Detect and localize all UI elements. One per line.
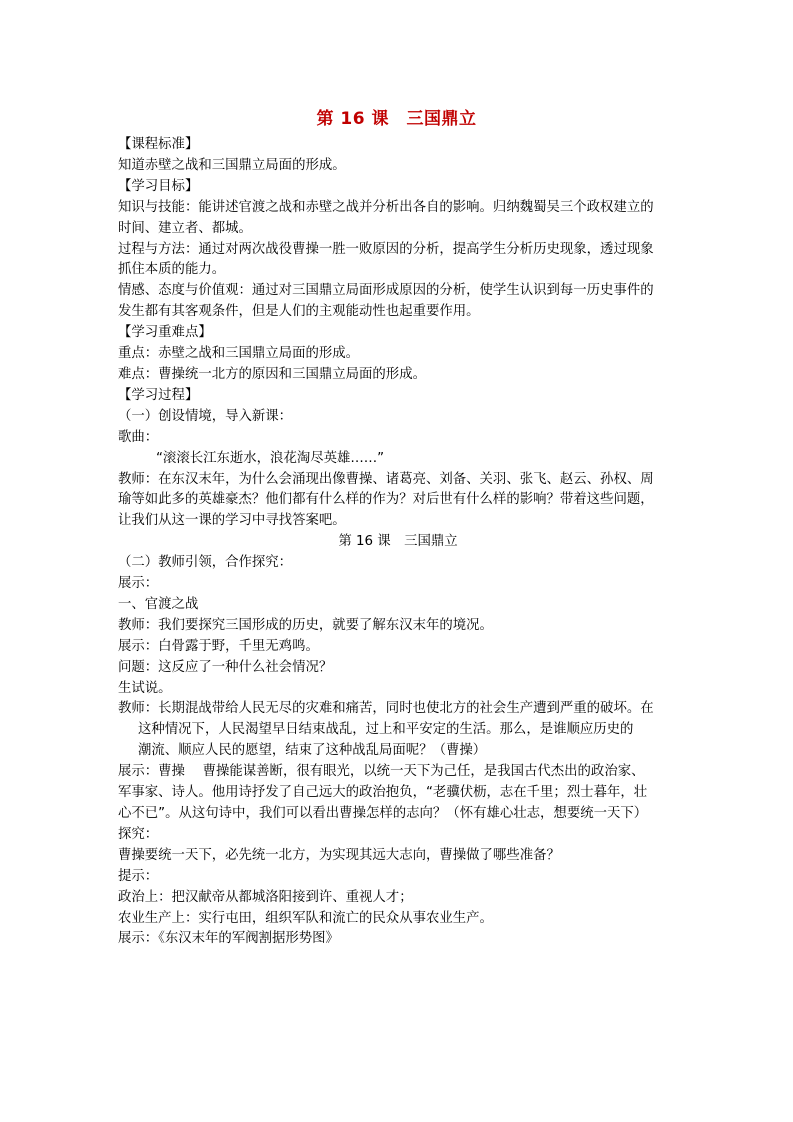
text-line: 过程与方法：通过对两次战役曹操一胜一败原因的分析，提高学生分析历史现象，透过现象 bbox=[118, 241, 654, 257]
song-quote: “滚滚长江东逝水，浪花淘尽英雄……” bbox=[156, 450, 385, 466]
text-line: 重点：赤壁之战和三国鼎立局面的形成。 bbox=[118, 346, 360, 362]
text-line: （二）教师引领，合作探究： bbox=[118, 555, 293, 571]
text-line: 教师：我们要探究三国形成的历史，就要了解东汉末年的境况。 bbox=[118, 617, 493, 633]
text-line: 曹操要统一天下，必先统一北方，为实现其远大志向，曹操做了哪些准备？ bbox=[118, 847, 560, 863]
text-line: 发生都有其客观条件，但是人们的主观能动性也起重要作用。 bbox=[118, 304, 480, 320]
text-line: 瑜等如此多的英雄豪杰？他们都有什么样的作为？对后世有什么样的影响？带着这些问题， bbox=[118, 492, 654, 508]
text-line: 时间、建立者、都城。 bbox=[118, 220, 252, 236]
text-line: 抓住本质的能力。 bbox=[118, 262, 226, 278]
heading-key-points: 【学习重难点】 bbox=[118, 325, 212, 341]
text-line: 潮流、顺应人民的愿望，结束了这种战乱局面呢？（曹操） bbox=[138, 743, 487, 759]
lesson-subtitle: 第 16 课 三国鼎立 bbox=[338, 534, 458, 550]
text-line: 心不已”。从这句诗中，我们可以看出曹操怎样的志向？（怀有雄心壮志，想要统一天下） bbox=[118, 806, 648, 821]
text-line: （一）创设情境，导入新课： bbox=[118, 408, 293, 424]
text-line: 难点：曹操统一北方的原因和三国鼎立局面的形成。 bbox=[118, 366, 426, 382]
text-line: 让我们从这一课的学习中寻找答案吧。 bbox=[118, 513, 346, 529]
document-body bbox=[118, 135, 678, 950]
text-line: 展示： bbox=[118, 576, 159, 592]
heading-course-standard: 【课程标准】 bbox=[118, 137, 199, 152]
text-line: 问题：这反应了一种什么社会情况？ bbox=[118, 659, 333, 675]
text-line: 探究： bbox=[118, 826, 159, 842]
lesson-title: 第 16 课 三国鼎立 bbox=[316, 109, 477, 129]
text-line: 政治上：把汉献帝从都城洛阳接到许、重视人才； bbox=[118, 889, 413, 905]
section-heading: 一、官渡之战 bbox=[118, 596, 199, 612]
heading-learning-goals: 【学习目标】 bbox=[118, 178, 199, 194]
text-line: 军事家、诗人。他用诗抒发了自己远大的政治抱负，“老骥伏枥，志在千里；烈士暮年，壮 bbox=[118, 785, 648, 801]
text-line: 这种情况下，人民渴望早日结束战乱，过上和平安定的生活。那么，是谁顺应历史的 bbox=[138, 722, 634, 738]
text-line: 教师：在东汉末年，为什么会涌现出像曹操、诸葛亮、刘备、关羽、张飞、赵云、孙权、周 bbox=[118, 471, 654, 487]
text-line: 知识与技能：能讲述官渡之战和赤壁之战并分析出各自的影响。归纳魏蜀吴三个政权建立的 bbox=[118, 199, 654, 215]
text-line: 教师：长期混战带给人民无尽的灾难和痛苦，同时也使北方的社会生产遭到严重的破坏。在 bbox=[118, 701, 654, 717]
text-line: 生试说。 bbox=[118, 680, 172, 696]
text-line: 提示： bbox=[118, 868, 159, 884]
text-line: 展示：白骨露于野，千里无鸡鸣。 bbox=[118, 638, 319, 654]
heading-learning-process: 【学习过程】 bbox=[118, 387, 199, 403]
text-line: 展示：曹操 曹操能谋善断，很有眼光，以统一天下为己任，是我国古代杰出的政治家、 bbox=[118, 764, 645, 780]
text-line: 歌曲： bbox=[118, 429, 159, 445]
text-line: 知道赤壁之战和三国鼎立局面的形成。 bbox=[118, 157, 346, 173]
text-line: 情感、态度与价值观：通过对三国鼎立局面形成原因的分析，使学生认识到每一历史事件的 bbox=[118, 283, 654, 299]
text-line: 农业生产上：实行屯田，组织军队和流亡的民众从事农业生产。 bbox=[118, 910, 493, 926]
text-line: 展示：《东汉末年的军阀割据形势图》 bbox=[118, 931, 339, 947]
